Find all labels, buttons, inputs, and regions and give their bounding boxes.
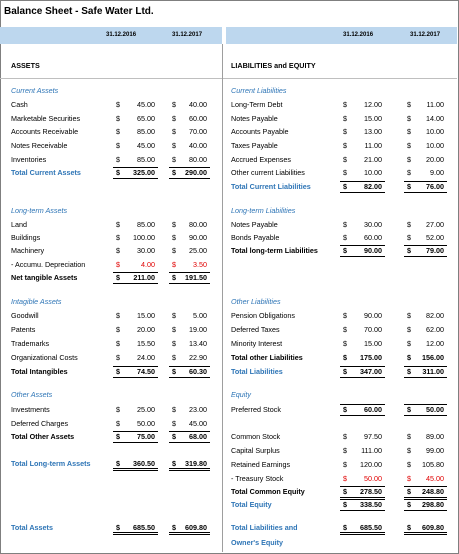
- intangible-asset-row-currency-2016: $: [116, 311, 120, 320]
- total-other-assets-label: Total Other Assets: [11, 432, 75, 441]
- total-intangibles-currency-2016: $: [116, 367, 120, 376]
- other-liability-row-value-2016: 70.00: [364, 325, 382, 334]
- total-other-assets-value-2016: 75.00: [137, 432, 155, 441]
- equity-row-label: Common Stock: [231, 432, 281, 441]
- other-liability-row-value-2017: 62.00: [426, 325, 444, 334]
- current-liability-row-value-2017: 14.00: [426, 114, 444, 123]
- total-current-liabilities-currency-2016: $: [343, 182, 347, 191]
- total-equity-currency-2017: $: [407, 500, 411, 509]
- current-liability-row-currency-2016: $: [343, 127, 347, 136]
- other-liability-row-currency-2017: $: [407, 311, 411, 320]
- column-header-band: [0, 27, 457, 44]
- total-long-term-liabilities-currency-2017: $: [407, 246, 411, 255]
- current-asset-row-label: Accounts Receivable: [11, 127, 79, 136]
- long-term-asset-row-value-2017: 25.00: [189, 246, 207, 255]
- preferred-stock-label: Preferred Stock: [231, 405, 281, 414]
- current-liability-row-value-2016: 13.00: [364, 127, 382, 136]
- current-liability-row-label: Notes Payable: [231, 114, 278, 123]
- intangible-asset-row-value-2016: 24.00: [137, 353, 155, 362]
- total-long-term-assets-value-2017: 319.80: [185, 459, 207, 468]
- intangible-asset-row-label: Organizational Costs: [11, 353, 78, 362]
- total-assets-currency-2016: $: [116, 523, 120, 532]
- date-2016-assets: 31.12.2016: [106, 32, 137, 38]
- other-liability-row-currency-2016: $: [343, 339, 347, 348]
- total-long-term-assets-currency-2016: $: [116, 459, 120, 468]
- intangible-asset-row-label: Patents: [11, 325, 36, 334]
- long-term-liability-row-value-2017: 27.00: [426, 220, 444, 229]
- total-other-assets-currency-2016: $: [116, 432, 120, 441]
- other-liabilities-heading: Other Liabilities: [231, 297, 281, 306]
- equity-row-value-2017: 105.80: [422, 460, 444, 469]
- total-liabilities-currency-2017: $: [407, 367, 411, 376]
- long-term-asset-row-currency-2016: $: [116, 246, 120, 255]
- intangible-asset-row-value-2016: 15.00: [137, 311, 155, 320]
- long-term-asset-row-currency-2016: $: [116, 233, 120, 242]
- current-liability-row-value-2017: 10.00: [426, 127, 444, 136]
- treasury-stock-row-currency-2016: $: [343, 474, 347, 483]
- intangible-asset-row-currency-2017: $: [172, 353, 176, 362]
- accumulated-depreciation-row-value-2016: 4.00: [141, 260, 155, 269]
- preferred-stock-value-2017: 50.00: [426, 405, 444, 414]
- equity-row-value-2016: 97.50: [364, 432, 382, 441]
- current-liability-row-label: Other current Liabilities: [231, 168, 305, 177]
- current-liability-row-currency-2016: $: [343, 155, 347, 164]
- sheet-title: Balance Sheet - Safe Water Ltd.: [4, 6, 154, 17]
- other-liability-row-currency-2017: $: [407, 325, 411, 334]
- other-liability-row-currency-2016: $: [343, 311, 347, 320]
- other-asset-row-value-2017: 23.00: [189, 405, 207, 414]
- total-liabilities-value-2016: 347.00: [360, 367, 382, 376]
- current-liability-row-value-2017: 9.00: [430, 168, 444, 177]
- current-liabilities-heading: Current Liabilities: [231, 86, 287, 95]
- current-asset-row-currency-2016: $: [116, 127, 120, 136]
- net-tangible-assets-currency-2016: $: [116, 273, 120, 282]
- intangible-asset-row-currency-2017: $: [172, 339, 176, 348]
- total-other-liabilities-label: Total other Liabilities: [231, 353, 303, 362]
- preferred-stock-currency-2017: $: [407, 405, 411, 414]
- current-asset-row-currency-2016: $: [116, 114, 120, 123]
- total-other-liabilities-value-2016: 175.00: [360, 353, 382, 362]
- current-asset-row-value-2017: 40.00: [189, 100, 207, 109]
- current-liability-row-value-2017: 10.00: [426, 141, 444, 150]
- other-asset-row-currency-2016: $: [116, 419, 120, 428]
- liabilities-heading-rule: [223, 78, 457, 79]
- current-asset-row-currency-2017: $: [172, 100, 176, 109]
- treasury-stock-row-currency-2017: $: [407, 474, 411, 483]
- long-term-liabilities-heading: Long-term Liabilities: [231, 206, 296, 215]
- long-term-asset-row-value-2016: 30.00: [137, 246, 155, 255]
- current-liability-row-currency-2017: $: [407, 155, 411, 164]
- total-liabilities-and-equity-value-2017: 609.80: [422, 523, 444, 532]
- total-liabilities-currency-2016: $: [343, 367, 347, 376]
- treasury-stock-row-value-2017: 45.00: [426, 474, 444, 483]
- long-term-asset-row-label: Machinery: [11, 246, 45, 255]
- other-liability-row-label: Pension Obligations: [231, 311, 295, 320]
- preferred-stock-currency-2016: $: [343, 405, 347, 414]
- current-liability-row-label: Taxes Payable: [231, 141, 278, 150]
- total-long-term-liabilities-value-2016: 90.00: [364, 246, 382, 255]
- total-liabilities-value-2017: 311.00: [422, 367, 444, 376]
- current-liability-row-value-2016: 21.00: [364, 155, 382, 164]
- total-liabilities-and-equity-currency-2016: $: [343, 523, 347, 532]
- intangible-asset-row-label: Goodwill: [11, 311, 39, 320]
- other-asset-row-currency-2017: $: [172, 405, 176, 414]
- other-liability-row-value-2016: 90.00: [364, 311, 382, 320]
- total-liabilities-and-equity-value-2016: 685.50: [360, 523, 382, 532]
- equity-row-currency-2016: $: [343, 460, 347, 469]
- treasury-stock-row-value-2016: 50.00: [364, 474, 382, 483]
- intangible-asset-row-label: Trademarks: [11, 339, 50, 348]
- date-2016-liabilities: 31.12.2016: [343, 32, 374, 38]
- net-tangible-assets-value-2017: 191.50: [185, 273, 207, 282]
- other-asset-row-currency-2017: $: [172, 419, 176, 428]
- equity-row-value-2017: 99.00: [426, 446, 444, 455]
- total-assets-currency-2017: $: [172, 523, 176, 532]
- other-liability-row-currency-2016: $: [343, 325, 347, 334]
- long-term-asset-row-label: Buildings: [11, 233, 41, 242]
- total-assets-label: Total Assets: [11, 523, 53, 532]
- equity-row-currency-2017: $: [407, 460, 411, 469]
- intangible-asset-row-value-2017: 22.90: [189, 353, 207, 362]
- current-asset-row-currency-2016: $: [116, 100, 120, 109]
- current-asset-row-currency-2016: $: [116, 155, 120, 164]
- total-other-liabilities-currency-2016: $: [343, 353, 347, 362]
- total-intangibles-value-2016: 74.50: [137, 367, 155, 376]
- header-divider: [222, 27, 226, 44]
- other-asset-row-value-2016: 25.00: [137, 405, 155, 414]
- equity-heading: Equity: [231, 390, 251, 399]
- total-current-assets-currency-2017: $: [172, 168, 176, 177]
- current-liability-row-currency-2016: $: [343, 168, 347, 177]
- total-current-assets-currency-2016: $: [116, 168, 120, 177]
- date-2017-assets: 31.12.2017: [172, 32, 203, 38]
- total-equity-label: Total Equity: [231, 500, 272, 509]
- total-current-liabilities-value-2016: 82.00: [364, 182, 382, 191]
- other-liability-row-label: Minority Interest: [231, 339, 283, 348]
- current-asset-row-value-2017: 40.00: [189, 141, 207, 150]
- current-liability-row-currency-2016: $: [343, 141, 347, 150]
- long-term-liability-row-value-2016: 30.00: [364, 220, 382, 229]
- total-current-assets-label: Total Current Assets: [11, 168, 81, 177]
- total-current-assets-value-2016: 325.00: [133, 168, 155, 177]
- long-term-asset-row-value-2016: 85.00: [137, 220, 155, 229]
- total-long-term-assets-label: Total Long-term Assets: [11, 459, 91, 468]
- current-assets-heading: Current Assets: [11, 86, 59, 95]
- current-liability-row-value-2016: 11.00: [364, 141, 382, 150]
- current-asset-row-label: Inventories: [11, 155, 47, 164]
- total-current-liabilities-label: Total Current Liabilities: [231, 182, 311, 191]
- long-term-liability-row-currency-2017: $: [407, 220, 411, 229]
- intangible-asset-row-currency-2016: $: [116, 325, 120, 334]
- long-term-liability-row-label: Notes Payable: [231, 220, 278, 229]
- total-equity-currency-2016: $: [343, 500, 347, 509]
- current-asset-row-currency-2017: $: [172, 114, 176, 123]
- other-asset-row-value-2016: 50.00: [137, 419, 155, 428]
- other-liability-row-currency-2017: $: [407, 339, 411, 348]
- equity-row-currency-2017: $: [407, 446, 411, 455]
- other-assets-heading: Other Assets: [11, 390, 53, 399]
- current-liability-row-value-2016: 12.00: [364, 100, 382, 109]
- other-asset-row-currency-2016: $: [116, 405, 120, 414]
- long-term-asset-row-currency-2017: $: [172, 220, 176, 229]
- current-asset-row-value-2016: 45.00: [137, 100, 155, 109]
- other-asset-row-label: Investments: [11, 405, 50, 414]
- long-term-asset-row-currency-2017: $: [172, 233, 176, 242]
- total-common-equity-value-2017: 248.80: [422, 487, 444, 496]
- current-asset-row-value-2017: 70.00: [189, 127, 207, 136]
- intangible-assets-heading: Intagible Assets: [11, 297, 62, 306]
- net-tangible-assets-label: Net tangible Assets: [11, 273, 78, 282]
- total-common-equity-currency-2016: $: [343, 487, 347, 496]
- current-asset-row-currency-2017: $: [172, 141, 176, 150]
- total-liabilities-label: Total Liabilities: [231, 367, 283, 376]
- other-liability-row-label: Deferred Taxes: [231, 325, 280, 334]
- total-long-term-assets-value-2016: 360.50: [133, 459, 155, 468]
- current-asset-row-currency-2017: $: [172, 127, 176, 136]
- intangible-asset-row-value-2016: 15.50: [137, 339, 155, 348]
- long-term-asset-row-value-2016: 100.00: [133, 233, 155, 242]
- equity-row-currency-2016: $: [343, 446, 347, 455]
- total-common-equity-label: Total Common Equity: [231, 487, 305, 496]
- equity-row-currency-2017: $: [407, 432, 411, 441]
- total-assets-value-2017: 609.80: [185, 523, 207, 532]
- total-common-equity-value-2016: 278.50: [360, 487, 382, 496]
- total-long-term-liabilities-currency-2016: $: [343, 246, 347, 255]
- accumulated-depreciation-row-currency-2017: $: [172, 260, 176, 269]
- total-intangibles-currency-2017: $: [172, 367, 176, 376]
- treasury-stock-row-label: - Treasury Stock: [231, 474, 284, 483]
- current-asset-row-label: Marketable Securities: [11, 114, 81, 123]
- long-term-asset-row-value-2017: 80.00: [189, 220, 207, 229]
- intangible-asset-row-value-2016: 20.00: [137, 325, 155, 334]
- long-term-liability-row-value-2017: 52.00: [426, 233, 444, 242]
- current-liability-row-currency-2017: $: [407, 127, 411, 136]
- current-liability-row-value-2017: 11.00: [426, 100, 444, 109]
- total-common-equity-currency-2017: $: [407, 487, 411, 496]
- equity-row-label: Capital Surplus: [231, 446, 280, 455]
- total-equity-value-2017: 298.80: [422, 500, 444, 509]
- other-liability-row-value-2017: 82.00: [426, 311, 444, 320]
- accumulated-depreciation-row-label: - Accumu. Depreciation: [11, 260, 86, 269]
- equity-row-value-2016: 120.00: [360, 460, 382, 469]
- liabilities-heading: LIABILITIES and EQUITY: [231, 61, 316, 70]
- assets-heading: ASSETS: [11, 61, 40, 70]
- equity-row-value-2017: 89.00: [426, 432, 444, 441]
- long-term-liability-row-label: Bonds Payable: [231, 233, 280, 242]
- current-asset-row-value-2016: 85.00: [137, 155, 155, 164]
- current-liability-row-currency-2017: $: [407, 114, 411, 123]
- intangible-asset-row-currency-2017: $: [172, 311, 176, 320]
- total-current-assets-value-2017: 290.00: [185, 168, 207, 177]
- current-asset-row-label: Notes Receivable: [11, 141, 68, 150]
- equity-row-currency-2016: $: [343, 432, 347, 441]
- intangible-asset-row-value-2017: 13.40: [189, 339, 207, 348]
- current-asset-row-value-2017: 80.00: [189, 155, 207, 164]
- equity-row-label: Retained Earnings: [231, 460, 291, 469]
- net-tangible-assets-value-2016: 211.00: [133, 273, 155, 282]
- current-asset-row-value-2016: 45.00: [137, 141, 155, 150]
- total-intangibles-value-2017: 60.30: [189, 367, 207, 376]
- accumulated-depreciation-row-value-2017: 3.50: [193, 260, 207, 269]
- total-long-term-assets-currency-2017: $: [172, 459, 176, 468]
- long-term-asset-row-value-2017: 90.00: [189, 233, 207, 242]
- total-long-term-liabilities-label: Total long-term Liabilities: [231, 246, 318, 255]
- current-asset-row-label: Cash: [11, 100, 28, 109]
- net-tangible-assets-currency-2017: $: [172, 273, 176, 282]
- current-liability-row-label: Accrued Expenses: [231, 155, 291, 164]
- current-liability-row-currency-2016: $: [343, 114, 347, 123]
- total-intangibles-label: Total Intangibles: [11, 367, 68, 376]
- current-liability-row-label: Accounts Payable: [231, 127, 289, 136]
- total-other-assets-value-2017: 68.00: [189, 432, 207, 441]
- total-other-liabilities-currency-2017: $: [407, 353, 411, 362]
- total-other-liabilities-value-2017: 156.00: [422, 353, 444, 362]
- total-long-term-liabilities-value-2017: 79.00: [426, 246, 444, 255]
- other-asset-row-label: Deferred Charges: [11, 419, 69, 428]
- other-liability-row-value-2016: 15.00: [364, 339, 382, 348]
- intangible-asset-row-value-2017: 19.00: [189, 325, 207, 334]
- preferred-stock-value-2016: 60.00: [364, 405, 382, 414]
- assets-heading-rule: [0, 78, 222, 79]
- current-asset-row-value-2016: 85.00: [137, 127, 155, 136]
- current-liability-row-value-2017: 20.00: [426, 155, 444, 164]
- long-term-liability-row-currency-2016: $: [343, 220, 347, 229]
- current-liability-row-value-2016: 10.00: [364, 168, 382, 177]
- long-term-liability-row-currency-2016: $: [343, 233, 347, 242]
- total-liabilities-and-equity-currency-2017: $: [407, 523, 411, 532]
- total-current-liabilities-currency-2017: $: [407, 182, 411, 191]
- current-liability-row-value-2016: 15.00: [364, 114, 382, 123]
- date-2017-liabilities: 31.12.2017: [410, 32, 441, 38]
- equity-row-value-2016: 111.00: [361, 446, 382, 455]
- accumulated-depreciation-row-currency-2016: $: [116, 260, 120, 269]
- current-asset-row-currency-2017: $: [172, 155, 176, 164]
- intangible-asset-row-currency-2017: $: [172, 325, 176, 334]
- other-asset-row-value-2017: 45.00: [189, 419, 207, 428]
- long-term-asset-row-label: Land: [11, 220, 27, 229]
- intangible-asset-row-currency-2016: $: [116, 353, 120, 362]
- intangible-asset-row-currency-2016: $: [116, 339, 120, 348]
- column-divider: [222, 44, 223, 552]
- total-other-assets-currency-2017: $: [172, 432, 176, 441]
- current-liability-row-currency-2017: $: [407, 168, 411, 177]
- long-term-liability-row-currency-2017: $: [407, 233, 411, 242]
- total-liabilities-and-equity-label: Total Liabilities and: [231, 523, 298, 532]
- current-liability-row-currency-2017: $: [407, 100, 411, 109]
- current-liability-row-currency-2017: $: [407, 141, 411, 150]
- owners-equity-label: Owner's Equity: [231, 538, 284, 547]
- other-liability-row-value-2017: 12.00: [426, 339, 444, 348]
- current-liability-row-currency-2016: $: [343, 100, 347, 109]
- long-term-asset-row-currency-2017: $: [172, 246, 176, 255]
- long-term-liability-row-value-2016: 60.00: [364, 233, 382, 242]
- total-equity-value-2016: 338.50: [360, 500, 382, 509]
- long-term-assets-heading: Long-term Assets: [11, 206, 68, 215]
- total-assets-value-2016: 685.50: [133, 523, 155, 532]
- current-asset-row-currency-2016: $: [116, 141, 120, 150]
- current-asset-row-value-2016: 65.00: [137, 114, 155, 123]
- current-liability-row-label: Long-Term Debt: [231, 100, 283, 109]
- long-term-asset-row-currency-2016: $: [116, 220, 120, 229]
- total-current-liabilities-value-2017: 76.00: [426, 182, 444, 191]
- current-asset-row-value-2017: 60.00: [189, 114, 207, 123]
- intangible-asset-row-value-2017: 5.00: [193, 311, 207, 320]
